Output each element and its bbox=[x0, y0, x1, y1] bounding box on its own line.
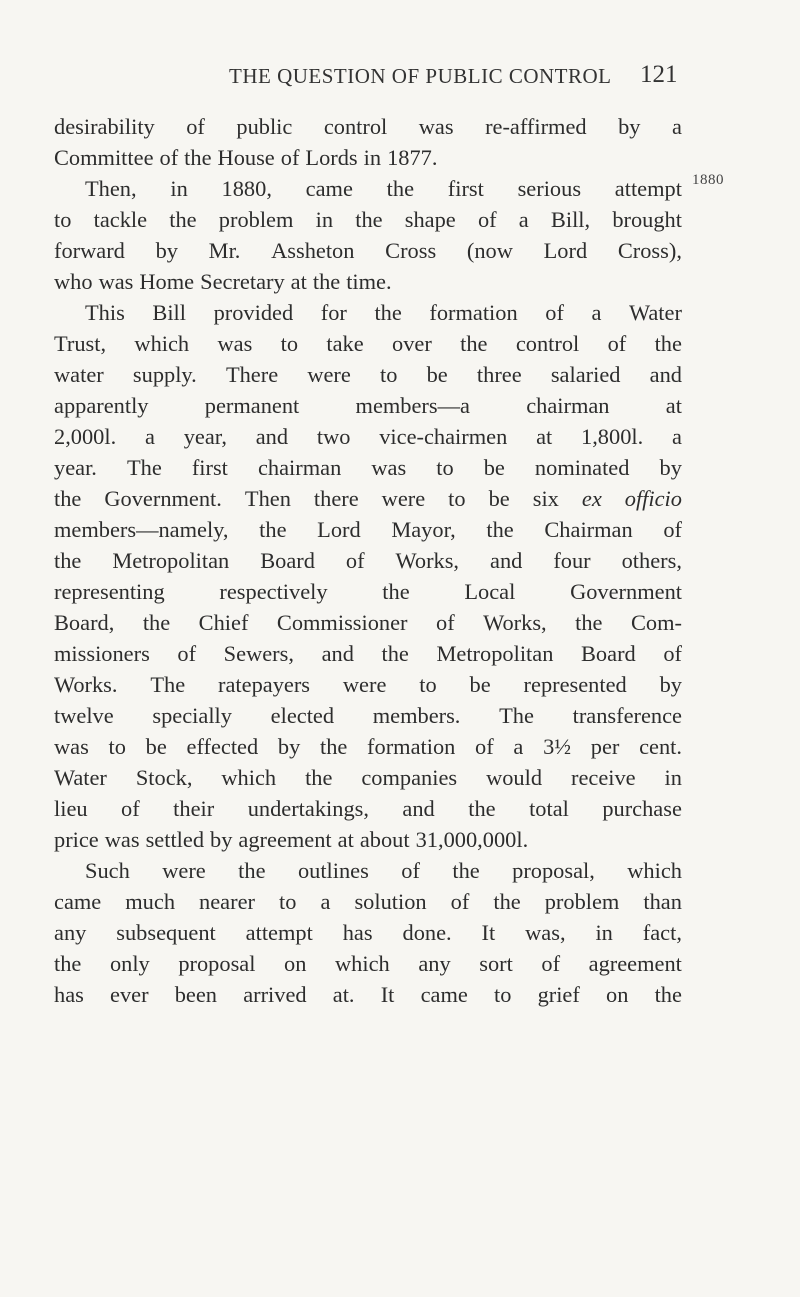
word: a bbox=[144, 424, 155, 449]
word: attempt bbox=[245, 920, 313, 945]
word: of bbox=[545, 300, 564, 325]
word: Com- bbox=[630, 610, 682, 635]
word: subsequent bbox=[116, 920, 216, 945]
word: the bbox=[452, 858, 480, 883]
word: of bbox=[436, 610, 455, 635]
word: Bill, bbox=[550, 207, 591, 232]
word: control bbox=[323, 114, 388, 139]
word: tackle bbox=[93, 207, 148, 232]
word: by bbox=[210, 827, 233, 852]
word: receive bbox=[570, 765, 636, 790]
word: of bbox=[177, 641, 197, 666]
word: Water bbox=[629, 300, 682, 325]
word: and bbox=[649, 362, 682, 387]
word: were bbox=[307, 362, 351, 387]
word: ex bbox=[581, 486, 602, 511]
word: to bbox=[280, 331, 299, 356]
text-line bbox=[54, 607, 682, 638]
text-line bbox=[54, 452, 682, 483]
word: on bbox=[284, 951, 307, 976]
word: has bbox=[342, 920, 373, 945]
word: chairman bbox=[526, 393, 610, 418]
word: in bbox=[170, 176, 188, 201]
word: control bbox=[515, 331, 580, 356]
running-head bbox=[0, 60, 800, 100]
text-line bbox=[54, 204, 682, 235]
word: respectively bbox=[219, 579, 328, 604]
word: Works. bbox=[54, 672, 118, 697]
word: cent. bbox=[639, 734, 682, 759]
word: There bbox=[225, 362, 279, 387]
word: Water bbox=[54, 765, 107, 790]
word: Board bbox=[260, 548, 315, 573]
word: much bbox=[125, 889, 176, 914]
word: outlines bbox=[297, 858, 369, 883]
word: the bbox=[312, 269, 341, 294]
body-text bbox=[54, 111, 682, 1010]
text-line bbox=[54, 824, 682, 855]
word: their bbox=[173, 796, 215, 821]
word: Then bbox=[244, 486, 291, 511]
word: Mayor, bbox=[391, 517, 456, 542]
word: the bbox=[54, 951, 82, 976]
word: the bbox=[54, 548, 82, 573]
word: represented bbox=[523, 672, 627, 697]
word: at bbox=[665, 393, 682, 418]
word: and bbox=[321, 641, 354, 666]
word: Trust, bbox=[54, 331, 107, 356]
word: came bbox=[305, 176, 353, 201]
word: at. bbox=[332, 982, 355, 1007]
word: has bbox=[54, 982, 84, 1007]
word: formation bbox=[367, 734, 456, 759]
word: a bbox=[320, 889, 331, 914]
word: to bbox=[493, 982, 512, 1007]
word: than bbox=[643, 889, 682, 914]
word: the bbox=[238, 858, 266, 883]
word: the bbox=[381, 641, 409, 666]
word: by bbox=[659, 455, 682, 480]
word: Commissioner bbox=[276, 610, 408, 635]
word: any bbox=[418, 951, 451, 976]
word: would bbox=[486, 765, 543, 790]
word: ever bbox=[110, 982, 149, 1007]
word: Sewers, bbox=[223, 641, 294, 666]
word: and bbox=[255, 424, 289, 449]
word: year, bbox=[183, 424, 227, 449]
text-line bbox=[54, 266, 682, 297]
word: the bbox=[468, 796, 496, 821]
text-line bbox=[54, 669, 682, 700]
word: first bbox=[191, 455, 228, 480]
text-line bbox=[54, 700, 682, 731]
word: in bbox=[363, 145, 382, 170]
text-line bbox=[54, 638, 682, 669]
word: Stock, bbox=[135, 765, 193, 790]
word: was, bbox=[525, 920, 566, 945]
word: came bbox=[420, 982, 468, 1007]
word: It bbox=[481, 920, 496, 945]
word: six bbox=[532, 486, 559, 511]
word: 1,800l. bbox=[581, 424, 644, 449]
word: in bbox=[595, 920, 613, 945]
word: specially bbox=[152, 703, 232, 728]
word: 2,000l. bbox=[54, 424, 117, 449]
word: over bbox=[392, 331, 432, 356]
word: which bbox=[221, 765, 277, 790]
word: (now bbox=[466, 238, 513, 263]
text-line bbox=[54, 762, 682, 793]
word: The bbox=[150, 672, 186, 697]
word: to bbox=[448, 486, 466, 511]
text-line bbox=[54, 421, 682, 452]
word: companies bbox=[361, 765, 458, 790]
word: the bbox=[169, 207, 197, 232]
word: serious bbox=[517, 176, 582, 201]
word: was bbox=[217, 331, 253, 356]
word: 31,000,000l. bbox=[415, 827, 529, 852]
text-line bbox=[54, 297, 682, 328]
word: public bbox=[236, 114, 293, 139]
text-line bbox=[54, 514, 682, 545]
word: the bbox=[54, 486, 82, 511]
word: Chief bbox=[198, 610, 249, 635]
word: were bbox=[381, 486, 426, 511]
text-line bbox=[54, 111, 682, 142]
word: Works, bbox=[395, 548, 460, 573]
word: problem bbox=[544, 889, 620, 914]
word: four bbox=[553, 548, 591, 573]
word: of bbox=[663, 641, 682, 666]
word: 1877. bbox=[387, 145, 438, 170]
word: the bbox=[305, 765, 333, 790]
word: provided bbox=[213, 300, 294, 325]
word: Bill bbox=[152, 300, 186, 325]
word: was bbox=[98, 269, 134, 294]
word: the bbox=[575, 610, 603, 635]
word: the bbox=[460, 331, 488, 356]
word: supply. bbox=[132, 362, 197, 387]
word: of bbox=[186, 114, 205, 139]
word: two bbox=[316, 424, 351, 449]
word: formation bbox=[429, 300, 518, 325]
word: the bbox=[319, 734, 348, 759]
word: to bbox=[54, 207, 72, 232]
text-line bbox=[54, 793, 682, 824]
word: of bbox=[159, 145, 179, 170]
word: on bbox=[606, 982, 629, 1007]
word: to bbox=[279, 889, 297, 914]
word: total bbox=[529, 796, 569, 821]
word: proposal, bbox=[512, 858, 595, 883]
word: be bbox=[488, 486, 510, 511]
word: brought bbox=[612, 207, 682, 232]
word: be bbox=[145, 734, 167, 759]
word: was bbox=[54, 734, 89, 759]
word: attempt bbox=[614, 176, 682, 201]
word: The bbox=[499, 703, 534, 728]
word: in bbox=[315, 207, 334, 232]
word: Metropolitan bbox=[112, 548, 230, 573]
word: at bbox=[290, 269, 307, 294]
word: and bbox=[402, 796, 435, 821]
word: the bbox=[382, 579, 410, 604]
word: It bbox=[380, 982, 395, 1007]
word: came bbox=[54, 889, 102, 914]
margin-note-year: 1880 bbox=[692, 172, 724, 188]
text-line bbox=[54, 328, 682, 359]
word: a bbox=[518, 207, 529, 232]
word: to bbox=[380, 362, 398, 387]
word: Committee bbox=[54, 145, 154, 170]
word: permanent bbox=[204, 393, 300, 418]
word: nominated bbox=[534, 455, 630, 480]
word: re-affirmed bbox=[485, 114, 587, 139]
word: year. bbox=[54, 455, 97, 480]
word: Lords bbox=[305, 145, 358, 170]
word: be bbox=[469, 672, 491, 697]
word: shape bbox=[404, 207, 456, 232]
word: in bbox=[664, 765, 682, 790]
word: there bbox=[313, 486, 359, 511]
word: were bbox=[342, 672, 387, 697]
word: undertakings, bbox=[247, 796, 369, 821]
word: Cross), bbox=[617, 238, 682, 263]
word: Such bbox=[85, 858, 130, 883]
word: members—namely, bbox=[54, 517, 229, 542]
word: by bbox=[659, 672, 682, 697]
word: Lord bbox=[543, 238, 588, 263]
word: officio bbox=[624, 486, 682, 511]
word: and bbox=[490, 548, 523, 573]
word: House bbox=[217, 145, 275, 170]
word: sort bbox=[479, 951, 513, 976]
word: a bbox=[671, 114, 682, 139]
word: problem bbox=[218, 207, 294, 232]
word: the bbox=[374, 300, 402, 325]
word: agreement bbox=[238, 827, 332, 852]
word: grief bbox=[537, 982, 580, 1007]
text-line bbox=[54, 731, 682, 762]
word: who bbox=[54, 269, 93, 294]
word: members—a bbox=[355, 393, 470, 418]
text-line bbox=[54, 483, 682, 514]
word: missioners bbox=[54, 641, 150, 666]
word: of bbox=[280, 145, 300, 170]
word: to bbox=[436, 455, 454, 480]
word: transference bbox=[572, 703, 682, 728]
word: Government bbox=[570, 579, 682, 604]
word: to bbox=[419, 672, 437, 697]
word: members. bbox=[372, 703, 461, 728]
word: arrived bbox=[243, 982, 307, 1007]
word: Mr. bbox=[208, 238, 241, 263]
word: was bbox=[418, 114, 454, 139]
word: purchase bbox=[602, 796, 682, 821]
word: Board, bbox=[54, 610, 115, 635]
text-line bbox=[54, 173, 682, 204]
text-line bbox=[54, 855, 682, 886]
word: of bbox=[607, 331, 627, 356]
word: to bbox=[108, 734, 126, 759]
word: Then, bbox=[85, 176, 137, 201]
word: a bbox=[672, 424, 682, 449]
word: price bbox=[54, 827, 99, 852]
word: a bbox=[591, 300, 602, 325]
word: at bbox=[536, 424, 553, 449]
word: of bbox=[401, 858, 420, 883]
word: the bbox=[386, 176, 415, 201]
word: twelve bbox=[54, 703, 114, 728]
word: of bbox=[345, 548, 365, 573]
word: which bbox=[134, 331, 190, 356]
text-line bbox=[54, 390, 682, 421]
word: elected bbox=[270, 703, 335, 728]
word: the bbox=[355, 207, 383, 232]
word: salaried bbox=[550, 362, 621, 387]
word: nearer bbox=[199, 889, 255, 914]
word: of bbox=[121, 796, 140, 821]
word: be bbox=[426, 362, 448, 387]
word: effected bbox=[186, 734, 259, 759]
text-line bbox=[54, 359, 682, 390]
word: three bbox=[476, 362, 522, 387]
word: take bbox=[326, 331, 364, 356]
text-line bbox=[54, 235, 682, 266]
word: was bbox=[371, 455, 407, 480]
word: the bbox=[654, 331, 682, 356]
word: the bbox=[184, 145, 212, 170]
word: at bbox=[337, 827, 354, 852]
word: by bbox=[618, 114, 641, 139]
word: of bbox=[541, 951, 561, 976]
word: been bbox=[174, 982, 218, 1007]
word: which bbox=[627, 858, 682, 883]
text-line bbox=[54, 545, 682, 576]
word: desirability bbox=[54, 114, 155, 139]
word: Government. bbox=[104, 486, 222, 511]
word: Local bbox=[464, 579, 516, 604]
word: done. bbox=[402, 920, 452, 945]
word: Lord bbox=[317, 517, 361, 542]
word: Home bbox=[139, 269, 195, 294]
word: lieu bbox=[54, 796, 88, 821]
word: the bbox=[486, 517, 514, 542]
word: the bbox=[142, 610, 171, 635]
text-line bbox=[54, 142, 682, 173]
word: which bbox=[335, 951, 390, 976]
text-line bbox=[54, 948, 682, 979]
word: Assheton bbox=[271, 238, 355, 263]
word: be bbox=[483, 455, 505, 480]
word: Metropolitan bbox=[436, 641, 554, 666]
word: only bbox=[109, 951, 150, 976]
word: others, bbox=[621, 548, 682, 573]
word: were bbox=[162, 858, 206, 883]
word: time. bbox=[346, 269, 392, 294]
word: Cross bbox=[385, 238, 437, 263]
word: of bbox=[450, 889, 470, 914]
word: forward bbox=[54, 238, 125, 263]
word: for bbox=[320, 300, 347, 325]
word: of bbox=[475, 734, 494, 759]
word: first bbox=[447, 176, 484, 201]
word: Works, bbox=[483, 610, 547, 635]
page-number: 121 bbox=[640, 61, 678, 88]
word: the bbox=[493, 889, 521, 914]
word: 1880, bbox=[221, 176, 272, 201]
word: proposal bbox=[178, 951, 256, 976]
word: of bbox=[477, 207, 497, 232]
text-line bbox=[54, 917, 682, 948]
word: vice-chairmen bbox=[379, 424, 508, 449]
word: by bbox=[277, 734, 301, 759]
word: fact, bbox=[642, 920, 682, 945]
word: a bbox=[513, 734, 524, 759]
word: The bbox=[126, 455, 162, 480]
word: the bbox=[259, 517, 287, 542]
word: any bbox=[54, 920, 87, 945]
word: of bbox=[663, 517, 682, 542]
word: Board bbox=[581, 641, 636, 666]
word: apparently bbox=[54, 393, 149, 418]
text-line bbox=[54, 886, 682, 917]
word: solution bbox=[354, 889, 427, 914]
word: This bbox=[85, 300, 125, 325]
text-line bbox=[54, 979, 682, 1010]
word: the bbox=[654, 982, 682, 1007]
word: Chairman bbox=[544, 517, 633, 542]
word: water bbox=[54, 362, 104, 387]
word: agreement bbox=[588, 951, 682, 976]
word: was bbox=[104, 827, 140, 852]
word: per bbox=[590, 734, 620, 759]
word: representing bbox=[54, 579, 165, 604]
running-head-title: THE QUESTION OF PUBLIC CONTROL bbox=[229, 64, 612, 88]
word: about bbox=[359, 827, 410, 852]
word: by bbox=[155, 238, 178, 263]
word: chairman bbox=[257, 455, 342, 480]
word: Secretary bbox=[200, 269, 285, 294]
word: ratepayers bbox=[218, 672, 311, 697]
word: settled bbox=[145, 827, 205, 852]
text-line bbox=[54, 576, 682, 607]
word: 3½ bbox=[543, 734, 572, 759]
